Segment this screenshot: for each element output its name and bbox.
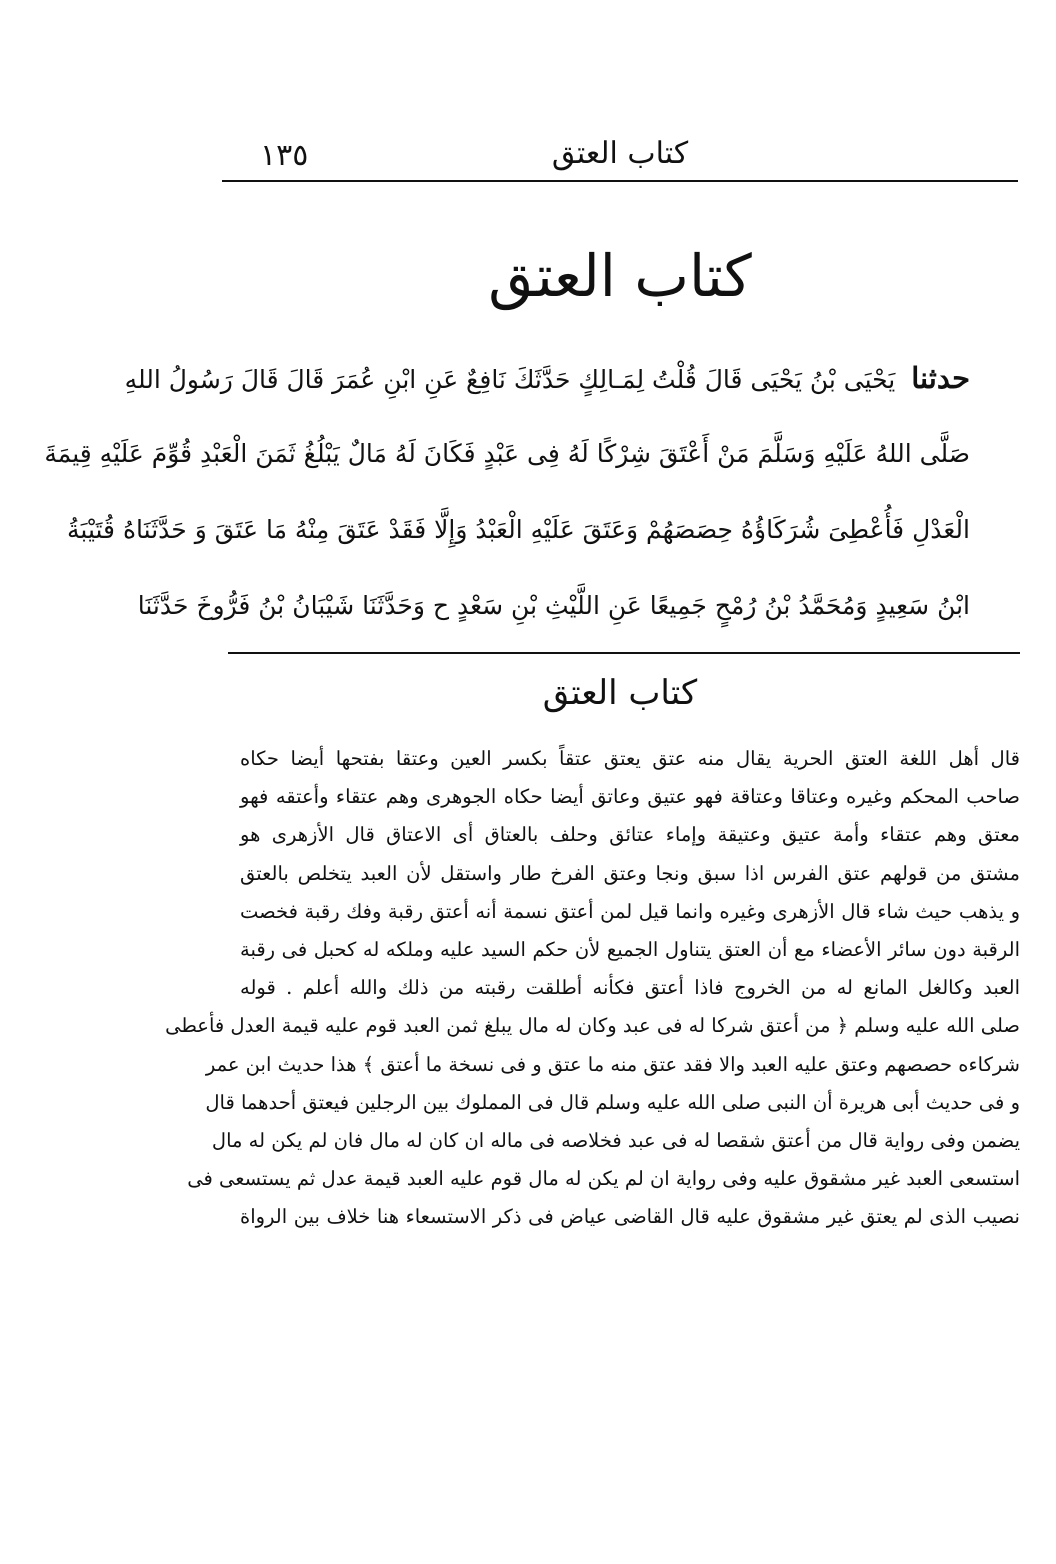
commentary-line: و فى حديث أبى هريرة أن النبى صلى الله عليه وسلم قال فى المملوك بين الرجلين فيعتق أحدهما قال (205, 1090, 1020, 1114)
hadith-line (124, 340, 970, 416)
commentary-title: كتاب العتق (542, 673, 698, 713)
hadith-line: ابْنُ سَعِيدٍ وَمُحَمَّدُ بْنُ رُمْحٍ جَمِيعًا عَنِ اللَّيْثِ بْنِ سَعْدٍ ح وَحَدَّثَنَا شَيْبَانُ بْنُ فَرُّوخَ حَدَّثَنَا (137, 591, 970, 620)
commentary-line: نصيب الذى لم يعتق غير مشقوق عليه قال القاضى عياض فى ذكر الاستسعاء هنا خلاف بين الرواة (240, 1205, 1020, 1229)
section-divider (228, 652, 1020, 654)
hadith-line: الْعَدْلِ فَأُعْطِىَ شُرَكَاؤُهُ حِصَصَهُمْ وَعَتَقَ عَلَيْهِ الْعَبْدُ وَإِلَّا فَقَدْ عَتَقَ مِنْهُ مَا عَتَقَ وَ حَدَّثَنَاهُ قُتَيْبَةُ (67, 515, 970, 544)
hadith-text (44, 340, 970, 644)
commentary-line: صلى الله عليه وسلم ﴿ من أعتق شركا له فى عبد وكان له مال يبلغ ثمن العبد قوم عليه قيمة العدل فأعطى (165, 1014, 1020, 1038)
commentary-line: صاحب المحكم وغيره وعتاقا وعتاقة فهو عتيق وعاتق أيضا حكاه الجوهرى وهم عتقاء وأعتقه فهو (240, 785, 1020, 809)
commentary-line: قال أهل اللغة العتق الحرية يقال منه عتق يعتق عتقاً بكسر العين وعتقا بفتحها أيضا حكاه (240, 747, 1020, 770)
commentary-line: شركاءه حصصهم وعتق عليه العبد والا فقد عتق منه ما عتق و فى نسخة ما أعتق ﴾ هذا حديث ابن عمر (205, 1052, 1020, 1076)
commentary-line: يضمن وفى رواية قال من أعتق شقصا له فى عبد فخلاصه فى ماله ان كان له مال فان لم يكن له مال (211, 1128, 1020, 1152)
hadith-line: صَلَّى اللهُ عَلَيْهِ وَسَلَّمَ مَنْ أَعْتَقَ شِرْكًا لَهُ فِى عَبْدٍ فَكَانَ لَهُ مَالٌ يَبْلُغُ ثَمَنَ الْعَبْدِ قُوِّمَ عَلَيْهِ قِيمَةَ (44, 439, 970, 468)
hadith-line-text: يَحْيَى بْنُ يَحْيَى قَالَ قُلْتُ لِمَـالِكٍ حَدَّثَكَ نَافِعٌ عَنِ ابْنِ عُمَرَ قَالَ قَالَ رَسُولُ اللهِ (124, 365, 896, 394)
commentary-line: الرقبة دون سائر الأعضاء مع أن العتق يتناول الجميع لأن حكم السيد عليه وملكه له كحبل فى رقبة (240, 937, 1020, 961)
commentary-line: معتق وهم عتقاء وأمة عتيق وعتيقة وإماء عتائق وحلف بالعتاق أى الاعتاق قال الأزهرى هو (240, 823, 1020, 847)
running-header (222, 128, 1018, 180)
page-number: ١٣٥ (260, 138, 309, 173)
commentary-line: استسعى العبد غير مشقوق عليه وفى رواية ان لم يكن له مال قوم عليه العبد قيمة عدل ثم يستسعى فى (187, 1167, 1020, 1191)
hadith-lead-word: حدثنا (911, 361, 970, 395)
header-divider (222, 180, 1018, 182)
book-title: كتاب العتق (488, 242, 752, 310)
commentary-line: و يذهب حيث شاء قال الأزهرى وغيره وانما قيل لمن أعتق نسمة أنه أعتق رقبة وفك رقبة فخصت (240, 899, 1020, 923)
commentary-line: مشتق من قولهم عتق الفرس اذا سبق ونجا وعتق الفرخ طار واستقل لأن العبد يتخلص بالعتق (240, 861, 1020, 885)
running-title: كتاب العتق (551, 136, 689, 171)
commentary-text (165, 740, 1020, 1236)
commentary-line: العبد وكالغل المانع له من الخروج فاذا أعتق فكأنه أطلقت رقبته من ذلك والله أعلم . قوله (240, 976, 1020, 1000)
